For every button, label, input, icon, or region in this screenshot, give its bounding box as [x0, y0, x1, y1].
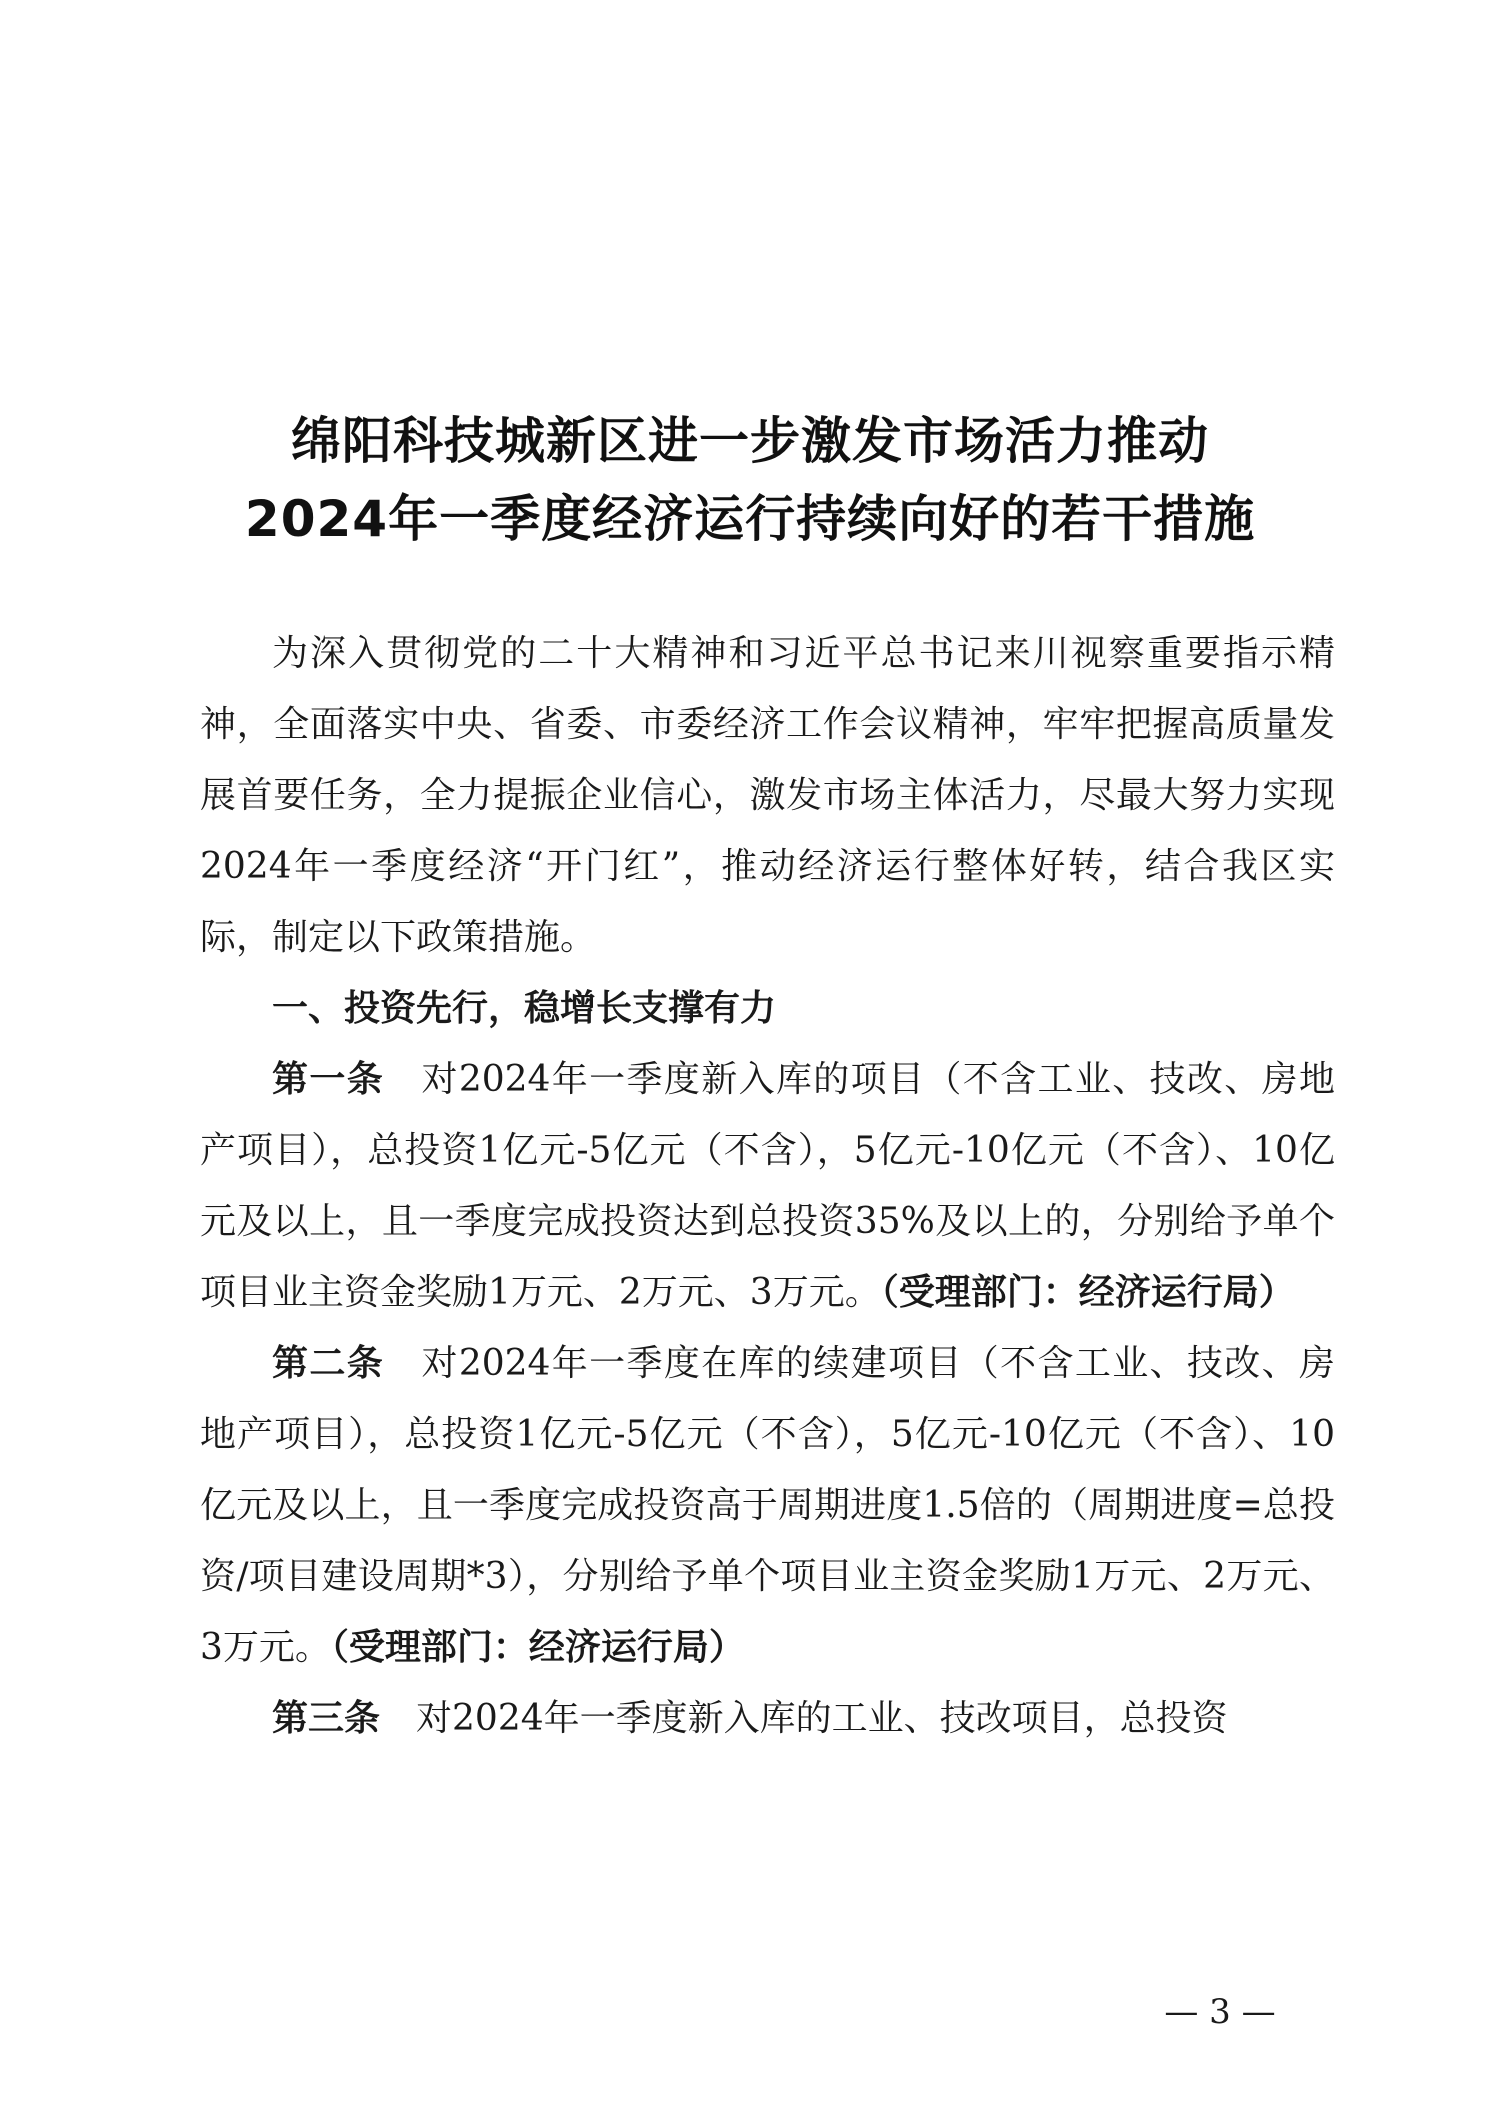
article-dept: （受理部门：经济运行局） [330, 1627, 745, 1668]
article-text: 对2024年一季度新入库的项目（不含工业、技改、房地产项目），总投资1亿元-5亿元（不含），5亿元-10亿元（不含）、10亿元及以上，且一季度完成投资达到总投资35%及以上的，分别给予单个项目业主资金奖励1万元、2万元、3万元。 [200, 1059, 1335, 1313]
article-paragraph-3 [200, 1683, 1335, 1754]
article-paragraph-2 [200, 1328, 1335, 1683]
article-text: 对2024年一季度新入库的工业、技改项目，总投资 [416, 1698, 1228, 1739]
document-title-line-1: 绵阳科技城新区进一步激发市场活力推动 [291, 412, 1209, 470]
article-label: 第三条 [272, 1698, 381, 1739]
article-paragraph-1 [200, 1044, 1335, 1328]
article-gap [384, 1343, 420, 1384]
page-number: — 3 — [1164, 1992, 1276, 2032]
article-text: 对2024年一季度在库的续建项目（不含工业、技改、房地产项目），总投资1亿元-5亿元（不含），5亿元-10亿元（不含）、10亿元及以上，且一季度完成投资高于周期进度1.5倍的（周期进度=总投资/项目建设周期*3），分别给予单个项目业主资金奖励1万元、2万元、3万元。 [200, 1343, 1335, 1668]
article-dept: （受理部门：经济运行局） [880, 1272, 1295, 1313]
article-gap [380, 1698, 416, 1739]
document-title-line-2: 2024年一季度经济运行持续向好的若干措施 [244, 490, 1256, 548]
intro-paragraph: 为深入贯彻党的二十大精神和习近平总书记来川视察重要指示精神，全面落实中央、省委、市委经济工作会议精神，牢牢把握高质量发展首要任务，全力提振企业信心，激发市场主体活力，尽最大努力实现2024年一季度经济“开门红”，推动经济运行整体好转，结合我区实际，制定以下政策措施。 [200, 633, 1335, 958]
section-heading-1: 一、投资先行，稳增长支撑有力 [272, 988, 777, 1029]
document-body [200, 618, 1335, 1754]
article-gap [384, 1059, 420, 1100]
article-label: 第一条 [272, 1059, 385, 1100]
article-label: 第二条 [272, 1343, 385, 1384]
